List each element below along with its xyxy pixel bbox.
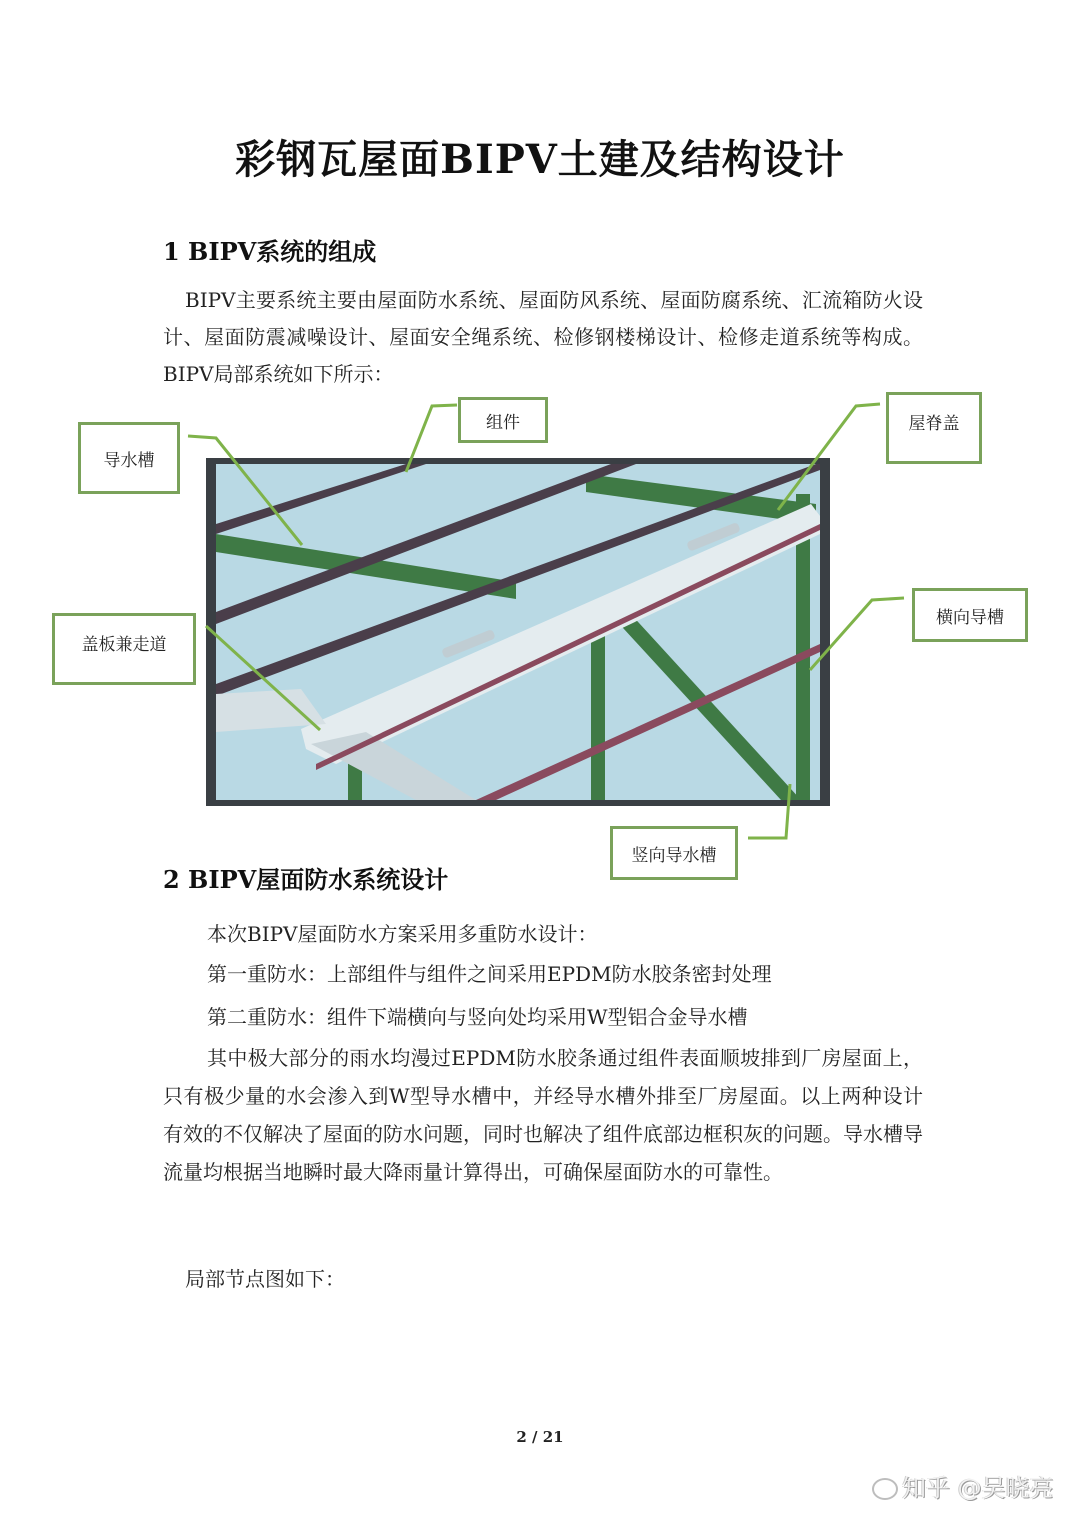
page-number: 2 / 21 bbox=[516, 1428, 564, 1446]
roof-structure-illustration bbox=[216, 464, 820, 800]
section-1-paragraph: BIPV主要系统主要由屋面防水系统、屋面防风系统、屋面防腐系统、汇流箱防火设计、屋面防震减噪设计、屋面安全绳系统、检修钢楼梯设计、检修走道系统等构成。BIPV局部系统如下所示： bbox=[163, 288, 923, 386]
callout-module-label: 组件 bbox=[486, 412, 520, 433]
watermark bbox=[872, 1468, 1054, 1503]
bipv-system-diagram bbox=[206, 458, 830, 806]
waterproofing-second-layer: 第二重防水：组件下端横向与竖向处均采用W型铝合金导水槽 bbox=[207, 1005, 748, 1029]
node-diagram-intro: 局部节点图如下： bbox=[185, 1267, 345, 1291]
document-title: 彩钢瓦屋面BIPV土建及结构设计 bbox=[235, 136, 845, 183]
callout-module bbox=[458, 397, 548, 443]
waterproofing-first-layer: 第一重防水：上部组件与组件之间采用EPDM防水胶条密封处理 bbox=[207, 962, 772, 986]
callout-gutter bbox=[78, 422, 180, 494]
callout-gutter-label: 导水槽 bbox=[103, 450, 155, 471]
callout-ridge-cap bbox=[886, 392, 982, 464]
watermark-text: 知乎 @吴晓亮 bbox=[902, 1474, 1054, 1502]
callout-cover-walkway bbox=[52, 613, 196, 685]
section-1-heading: 1 BIPV系统的组成 bbox=[163, 237, 377, 266]
section-2-heading: 2 BIPV屋面防水系统设计 bbox=[163, 865, 449, 894]
section-2-intro: 本次BIPV屋面防水方案采用多重防水设计： bbox=[207, 922, 598, 946]
callout-horizontal-gutter-label: 横向导槽 bbox=[936, 607, 1004, 628]
callout-cover-walkway-label: 盖板兼走道 bbox=[81, 635, 167, 655]
wechat-icon bbox=[872, 1478, 898, 1500]
callout-vertical-gutter bbox=[610, 826, 738, 880]
callout-vertical-gutter-label: 竖向导水槽 bbox=[631, 845, 717, 866]
callout-horizontal-gutter bbox=[912, 588, 1028, 642]
callout-ridge-cap-label: 屋脊盖 bbox=[908, 414, 960, 434]
section-2-body: 其中极大部分的雨水均漫过EPDM防水胶条通过组件表面顺坡排到厂房屋面上，只有极少量的水会渗入到W型导水槽中，并经导水槽外排至厂房屋面。以上两种设计有效的不仅解决了屋面的防水问题，同时也解决了组件底部边框积灰的问题。导水槽导流量均根据当地瞬时最大降雨量计算得出，可确保屋面防水的可靠性。 bbox=[163, 1046, 923, 1184]
